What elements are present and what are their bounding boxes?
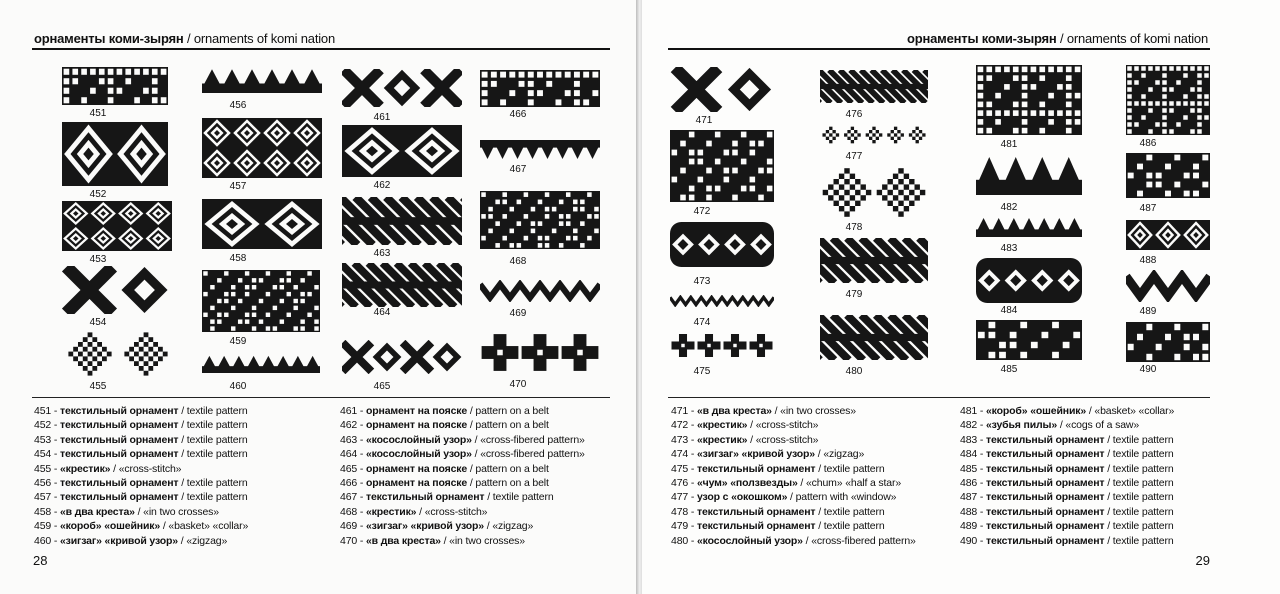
caption-en: textile pattern <box>186 433 248 446</box>
caption-number: 457 <box>34 491 52 504</box>
caption-en: «chum» «half a star» <box>805 476 902 489</box>
caption-ru: текстильный орнамент <box>59 491 179 504</box>
right-page <box>642 0 1280 594</box>
ornament-479 <box>820 238 928 283</box>
caption-line: 484 - текстильный орнамент / textile pattern <box>960 448 1174 461</box>
caption-number: 475 <box>671 462 689 475</box>
ornament-469 <box>480 280 600 302</box>
ornament-number: 467 <box>509 164 527 175</box>
caption-line: 455 - «крестик» / «cross-stitch» <box>34 462 182 475</box>
caption-number: 467 <box>340 491 358 504</box>
caption-en: pattern on a belt <box>475 405 549 417</box>
caption-en: «zigzag» <box>186 534 228 547</box>
caption-number: 473 <box>671 433 689 446</box>
caption-line: 471 - «в два креста» / «in two crosses» <box>671 405 856 417</box>
caption-line: 475 - текстильный орнамент / textile pattern <box>671 462 885 475</box>
ornament-number: 459 <box>229 336 247 347</box>
caption-ru: текстильный орнамент <box>696 462 816 475</box>
caption-ru: текстильный орнамент <box>696 520 816 533</box>
caption-line: 457 - текстильный орнамент / textile pattern <box>34 491 248 504</box>
ornament-number: 455 <box>89 381 107 392</box>
caption-number: 463 <box>340 433 358 446</box>
caption-line: 489 - текстильный орнамент / textile pattern <box>960 520 1174 533</box>
header-rule <box>668 48 1210 50</box>
caption-number: 468 <box>340 505 358 518</box>
caption-en: pattern on a belt <box>475 462 549 475</box>
caption-en: textile pattern <box>1112 534 1174 547</box>
ornament-477 <box>820 125 928 145</box>
caption-ru: орнамент на пояске <box>365 419 468 432</box>
ornament-number: 484 <box>1000 305 1018 316</box>
ornament-number: 456 <box>229 100 247 111</box>
ornament-460 <box>202 355 320 373</box>
ornament-number: 481 <box>1000 139 1018 150</box>
caption-en: textile pattern <box>823 505 885 518</box>
caption-ru: «чум» «ползвезды» <box>696 476 798 489</box>
caption-en: «in two crosses» <box>449 534 525 547</box>
caption-en: textile pattern <box>1112 462 1174 475</box>
caption-ru: «короб» «ошейник» <box>59 520 161 533</box>
caption-en: textile pattern <box>186 419 248 432</box>
caption-ru: «крестик» <box>365 505 417 518</box>
caption-number: 481 <box>960 405 978 417</box>
ornament-number: 457 <box>229 181 247 192</box>
ornament-488 <box>1126 220 1210 250</box>
caption-en: pattern with «window» <box>795 491 897 504</box>
caption-number: 476 <box>671 476 689 489</box>
caption-line: 456 - текстильный орнамент / textile pattern <box>34 476 248 489</box>
caption-en: textile pattern <box>823 462 885 475</box>
caption-line: 451 - текстильный орнамент / textile pattern <box>34 405 248 417</box>
caption-column <box>960 404 1174 548</box>
caption-number: 480 <box>671 534 689 547</box>
caption-ru: орнамент на пояске <box>365 405 468 417</box>
ornament-478 <box>820 165 928 220</box>
caption-line: 490 - текстильный орнамент / textile pattern <box>960 534 1174 547</box>
ornament-number: 464 <box>373 307 391 318</box>
caption-ru: текстильный орнамент <box>985 476 1105 489</box>
caption-number: 477 <box>671 491 689 504</box>
caption-en: «cross-stitch» <box>424 505 488 518</box>
caption-column <box>671 404 916 548</box>
ornament-452 <box>62 122 168 186</box>
ornament-number: 487 <box>1139 203 1157 214</box>
ornament-number: 480 <box>845 366 863 377</box>
ornament-number: 469 <box>509 308 527 319</box>
caption-line: 458 - «в два креста» / «in two crosses» <box>34 505 219 518</box>
caption-line: 473 - «крестик» / «cross-stitch» <box>671 433 819 446</box>
caption-en: «cross-stitch» <box>755 433 819 446</box>
caption-en: pattern on a belt <box>475 419 549 432</box>
caption-number: 486 <box>960 476 978 489</box>
caption-line: 485 - текстильный орнамент / textile pattern <box>960 462 1174 475</box>
caption-divider <box>32 397 610 398</box>
caption-number: 471 <box>671 405 689 417</box>
ornament-473 <box>670 222 774 267</box>
caption-ru: орнамент на пояске <box>365 476 468 489</box>
caption-ru: текстильный орнамент <box>59 419 179 432</box>
caption-en: textile pattern <box>1112 491 1174 504</box>
ornament-480 <box>820 315 928 360</box>
ornament-number: 470 <box>509 379 527 390</box>
ornament-number: 479 <box>845 289 863 300</box>
ornament-470 <box>480 330 600 375</box>
ornament-461 <box>342 69 462 107</box>
ornament-number: 462 <box>373 180 391 191</box>
caption-en: «in two crosses» <box>780 405 856 417</box>
caption-number: 465 <box>340 462 358 475</box>
caption-number: 484 <box>960 448 978 461</box>
ornament-468 <box>480 191 600 249</box>
caption-column <box>340 404 585 548</box>
caption-line: 483 - текстильный орнамент / textile pattern <box>960 433 1174 446</box>
ornament-457 <box>202 118 322 178</box>
caption-number: 488 <box>960 505 978 518</box>
caption-en: textile pattern <box>1112 448 1174 461</box>
ornament-number: 478 <box>845 222 863 233</box>
ornament-487 <box>1126 153 1210 198</box>
caption-number: 487 <box>960 491 978 504</box>
ornament-number: 485 <box>1000 364 1018 375</box>
caption-ru: «крестик» <box>59 462 111 475</box>
ornament-number: 476 <box>845 109 863 120</box>
caption-line: 482 - «зубья пилы» / «cogs of a saw» <box>960 419 1140 432</box>
ornament-number: 482 <box>1000 202 1018 213</box>
caption-en: textile pattern <box>186 476 248 489</box>
running-header: орнаменты коми-зырян / ornaments of komi nation <box>907 31 1208 46</box>
caption-en: «cross-fibered pattern» <box>480 433 585 446</box>
caption-line: 476 - «чум» «ползвезды» / «chum» «half a star» <box>671 476 902 489</box>
ornament-number: 475 <box>693 366 711 377</box>
ornament-number: 486 <box>1139 138 1157 149</box>
caption-line: 481 - «короб» «ошейник» / «basket» «collar» <box>960 405 1175 417</box>
caption-ru: «крестик» <box>696 419 748 432</box>
caption-number: 474 <box>671 448 689 461</box>
caption-ru: «короб» «ошейник» <box>985 405 1087 417</box>
caption-number: 479 <box>671 520 689 533</box>
caption-en: textile pattern <box>1112 505 1174 518</box>
caption-ru: текстильный орнамент <box>696 505 816 518</box>
ornament-number: 460 <box>229 381 247 392</box>
caption-line: 463 - «косослойный узор» / «cross-fibered pattern» <box>340 433 585 446</box>
ornament-485 <box>976 320 1082 360</box>
caption-ru: «зигзаг» «кривой узор» <box>365 520 484 533</box>
caption-ru: текстильный орнамент <box>985 491 1105 504</box>
ornament-465 <box>342 340 462 374</box>
caption-ru: текстильный орнамент <box>985 520 1105 533</box>
ornament-number: 454 <box>89 317 107 328</box>
caption-en: textile pattern <box>186 448 248 461</box>
ornament-number: 468 <box>509 256 527 267</box>
caption-ru: «косослойный узор» <box>696 534 803 547</box>
caption-ru: «в два креста» <box>365 534 441 547</box>
caption-ru: текстильный орнамент <box>985 505 1105 518</box>
ornament-481 <box>976 65 1082 135</box>
caption-en: «zigzag» <box>492 520 534 533</box>
ornament-number: 490 <box>1139 364 1157 375</box>
caption-en: «cross-fibered pattern» <box>811 534 916 547</box>
ornament-number: 483 <box>1000 243 1018 254</box>
ornament-number: 477 <box>845 151 863 162</box>
ornament-489 <box>1126 270 1210 302</box>
caption-line: 469 - «зигзаг» «кривой узор» / «zigzag» <box>340 520 534 533</box>
ornament-number: 453 <box>89 254 107 265</box>
caption-line: 479 - текстильный орнамент / textile pattern <box>671 520 885 533</box>
caption-number: 485 <box>960 462 978 475</box>
caption-en: textile pattern <box>492 491 554 504</box>
caption-en: «cogs of a saw» <box>1065 419 1140 432</box>
caption-ru: текстильный орнамент <box>985 433 1105 446</box>
ornament-453 <box>62 201 172 251</box>
caption-line: 477 - узор с «окошком» / pattern with «window» <box>671 491 897 504</box>
caption-number: 462 <box>340 419 358 432</box>
caption-ru: «зубья пилы» <box>985 419 1058 432</box>
caption-ru: «крестик» <box>696 433 748 446</box>
caption-line: 488 - текстильный орнамент / textile pattern <box>960 505 1174 518</box>
caption-number: 472 <box>671 419 689 432</box>
caption-en: pattern on a belt <box>475 476 549 489</box>
caption-ru: текстильный орнамент <box>985 462 1105 475</box>
caption-number: 451 <box>34 405 52 417</box>
caption-line: 467 - текстильный орнамент / textile pattern <box>340 491 554 504</box>
caption-number: 453 <box>34 433 52 446</box>
caption-en: «cross-fibered pattern» <box>480 448 585 461</box>
caption-number: 466 <box>340 476 358 489</box>
caption-divider <box>668 397 1210 398</box>
caption-line: 478 - текстильный орнамент / textile pattern <box>671 505 885 518</box>
caption-ru: текстильный орнамент <box>985 448 1105 461</box>
caption-number: 478 <box>671 505 689 518</box>
caption-ru: «в два креста» <box>696 405 772 417</box>
ornament-475 <box>670 333 774 358</box>
ornament-455 <box>62 330 174 378</box>
caption-en: «cross-stitch» <box>118 462 182 475</box>
ornament-451 <box>62 67 168 105</box>
ornament-472 <box>670 130 774 202</box>
ornament-464 <box>342 263 462 307</box>
caption-line: 486 - текстильный орнамент / textile pattern <box>960 476 1174 489</box>
ornament-476 <box>820 70 928 103</box>
caption-line: 460 - «зигзаг» «кривой узор» / «zigzag» <box>34 534 228 547</box>
caption-line: 465 - орнамент на пояске / pattern on a belt <box>340 462 549 475</box>
ornament-459 <box>202 270 320 332</box>
caption-ru: текстильный орнамент <box>59 433 179 446</box>
ornament-463 <box>342 197 462 245</box>
caption-ru: «зигзаг» «кривой узор» <box>59 534 178 547</box>
caption-ru: «в два креста» <box>59 505 135 518</box>
caption-ru: текстильный орнамент <box>59 448 179 461</box>
page-number: 29 <box>1195 553 1210 568</box>
caption-line: 454 - текстильный орнамент / textile pattern <box>34 448 248 461</box>
caption-en: textile pattern <box>823 520 885 533</box>
page-number: 28 <box>33 553 48 568</box>
caption-number: 452 <box>34 419 52 432</box>
caption-ru: «косослойный узор» <box>365 433 472 446</box>
caption-ru: текстильный орнамент <box>985 534 1105 547</box>
caption-number: 483 <box>960 433 978 446</box>
caption-number: 455 <box>34 462 52 475</box>
left-page <box>0 0 638 594</box>
ornament-number: 461 <box>373 112 391 123</box>
ornament-number: 472 <box>693 206 711 217</box>
ornament-number: 474 <box>693 317 711 328</box>
caption-en: «basket» «collar» <box>1094 405 1175 417</box>
ornament-458 <box>202 199 322 249</box>
caption-ru: текстильный орнамент <box>365 491 485 504</box>
ornament-482 <box>976 155 1082 195</box>
caption-number: 490 <box>960 534 978 547</box>
caption-line: 459 - «короб» «ошейник» / «basket» «collar» <box>34 520 249 533</box>
ornament-484 <box>976 258 1082 303</box>
caption-number: 458 <box>34 505 52 518</box>
caption-line: 470 - «в два креста» / «in two crosses» <box>340 534 525 547</box>
caption-number: 459 <box>34 520 52 533</box>
caption-number: 482 <box>960 419 978 432</box>
caption-en: textile pattern <box>186 405 248 417</box>
caption-line: 464 - «косослойный узор» / «cross-fibered pattern» <box>340 448 585 461</box>
caption-en: textile pattern <box>1112 520 1174 533</box>
ornament-number: 463 <box>373 248 391 259</box>
ornament-number: 489 <box>1139 306 1157 317</box>
caption-line: 480 - «косослойный узор» / «cross-fibered pattern» <box>671 534 916 547</box>
caption-number: 460 <box>34 534 52 547</box>
ornament-number: 471 <box>695 115 713 126</box>
caption-line: 472 - «крестик» / «cross-stitch» <box>671 419 819 432</box>
ornament-number: 458 <box>229 253 247 264</box>
caption-ru: узор с «окошком» <box>696 491 788 504</box>
caption-line: 474 - «зигзаг» «кривой узор» / «zigzag» <box>671 448 865 461</box>
ornament-number: 451 <box>89 108 107 119</box>
caption-number: 461 <box>340 405 358 417</box>
ornament-471 <box>670 67 776 112</box>
ornament-474 <box>670 295 774 307</box>
ornament-462 <box>342 125 462 177</box>
caption-number: 456 <box>34 476 52 489</box>
ornament-454 <box>62 266 172 314</box>
ornament-486 <box>1126 65 1210 135</box>
caption-en: «cross-stitch» <box>755 419 819 432</box>
caption-number: 470 <box>340 534 358 547</box>
caption-ru: орнамент на пояске <box>365 462 468 475</box>
caption-en: «zigzag» <box>823 448 865 461</box>
ornament-466 <box>480 70 600 107</box>
ornament-number: 488 <box>1139 255 1157 266</box>
caption-en: textile pattern <box>186 491 248 504</box>
caption-number: 489 <box>960 520 978 533</box>
caption-number: 469 <box>340 520 358 533</box>
ornament-number: 473 <box>693 276 711 287</box>
ornament-number: 466 <box>509 109 527 120</box>
caption-ru: текстильный орнамент <box>59 476 179 489</box>
header-rule <box>32 48 610 50</box>
caption-en: «in two crosses» <box>143 505 219 518</box>
caption-line: 461 - орнамент на пояске / pattern on a belt <box>340 405 549 417</box>
caption-line: 468 - «крестик» / «cross-stitch» <box>340 505 488 518</box>
caption-line: 466 - орнамент на пояске / pattern on a belt <box>340 476 549 489</box>
ornament-number: 465 <box>373 381 391 392</box>
caption-en: textile pattern <box>1112 476 1174 489</box>
caption-line: 487 - текстильный орнамент / textile pattern <box>960 491 1174 504</box>
caption-en: «basket» «collar» <box>168 520 249 533</box>
caption-en: textile pattern <box>1112 433 1174 446</box>
ornament-483 <box>976 217 1082 237</box>
caption-line: 452 - текстильный орнамент / textile pattern <box>34 419 248 432</box>
running-header: орнаменты коми-зырян / ornaments of komi nation <box>34 31 335 46</box>
ornament-467 <box>480 140 600 160</box>
caption-line: 462 - орнамент на пояске / pattern on a belt <box>340 419 549 432</box>
caption-column <box>34 404 248 548</box>
ornament-490 <box>1126 322 1210 362</box>
caption-ru: «косослойный узор» <box>365 448 472 461</box>
ornament-456 <box>202 68 322 93</box>
caption-line: 453 - текстильный орнамент / textile pattern <box>34 433 248 446</box>
caption-number: 464 <box>340 448 358 461</box>
caption-ru: «зигзаг» «кривой узор» <box>696 448 815 461</box>
ornament-number: 452 <box>89 189 107 200</box>
caption-ru: текстильный орнамент <box>59 405 179 417</box>
caption-number: 454 <box>34 448 52 461</box>
